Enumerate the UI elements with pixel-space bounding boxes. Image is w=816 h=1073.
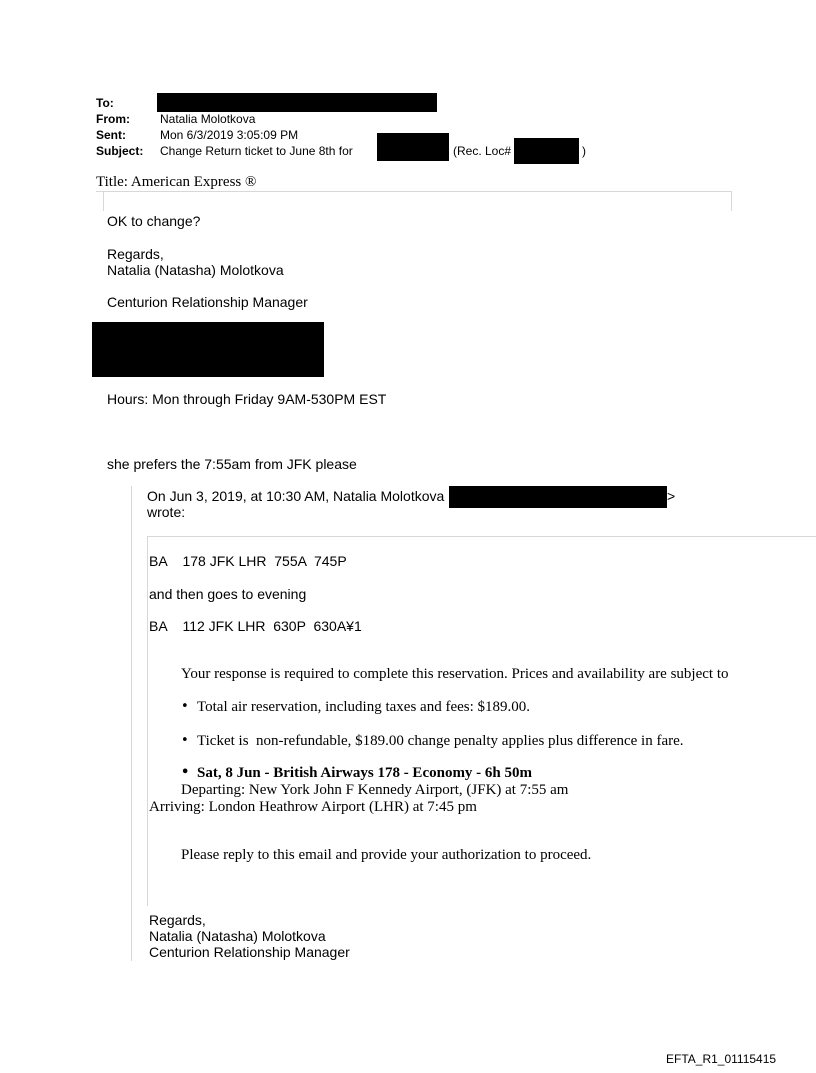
quote-email-redaction bbox=[449, 486, 667, 508]
subject-name-redaction bbox=[377, 133, 449, 161]
regards: Regards, bbox=[107, 246, 164, 262]
then-line: and then goes to evening bbox=[149, 586, 307, 602]
quote-wrote: wrote: bbox=[147, 504, 186, 520]
sent-label: Sent: bbox=[96, 128, 126, 142]
please-reply: Please reply to this email and provide your authorization to proceed. bbox=[181, 847, 592, 863]
title-box-left bbox=[103, 191, 104, 211]
quote-inner-left-rule bbox=[147, 536, 148, 906]
quote-regards: Regards, bbox=[149, 912, 206, 928]
hours-line: Hours: Mon through Friday 9AM-530PM EST bbox=[107, 391, 387, 407]
subject-close: ) bbox=[582, 144, 586, 158]
flight-1: BA 178 JFK LHR 755A 745P bbox=[149, 553, 347, 569]
quote-name: Natalia (Natasha) Molotkova bbox=[149, 928, 326, 944]
flight-2: BA 112 JFK LHR 630P 630A¥1 bbox=[149, 618, 362, 634]
title-rule bbox=[96, 191, 732, 192]
sent-value: Mon 6/3/2019 3:05:09 PM bbox=[160, 128, 299, 142]
quote-intro: On Jun 3, 2019, at 10:30 AM, Natalia Molotkova bbox=[147, 488, 445, 504]
quote-bar bbox=[131, 486, 132, 961]
contact-redaction bbox=[92, 322, 324, 377]
quote-inner-top-rule bbox=[147, 536, 816, 537]
departing-line: Departing: New York John F Kennedy Airport, (JFK) at 7:55 am bbox=[181, 782, 569, 798]
flight-summary: Sat, 8 Jun - British Airways 178 - Economy - 6h 50m bbox=[197, 765, 533, 781]
bullet-ticket: Ticket is non-refundable, $189.00 change penalty applies plus difference in fare. bbox=[197, 733, 684, 749]
document-id: EFTA_R1_01115415 bbox=[666, 1052, 777, 1066]
bullet-dot-1: • bbox=[181, 699, 189, 714]
title-line: Title: American Express ® bbox=[96, 174, 257, 190]
subject-text: Change Return ticket to June 8th for bbox=[160, 144, 353, 158]
arriving-line: Arriving: London Heathrow Airport (LHR) at 7:45 pm bbox=[149, 799, 477, 815]
bullet-dot-2: • bbox=[181, 733, 189, 748]
to-label: To: bbox=[96, 96, 114, 110]
subject-label: Subject: bbox=[96, 144, 144, 158]
response-required: Your response is required to complete this reservation. Prices and availability are subject to bbox=[181, 666, 729, 682]
subject-recloc: (Rec. Loc# bbox=[453, 144, 512, 158]
signature-role: Centurion Relationship Manager bbox=[107, 294, 308, 310]
bullet-total: Total air reservation, including taxes and fees: $189.00. bbox=[197, 699, 531, 715]
from-value: Natalia Molotkova bbox=[160, 112, 256, 126]
signature-name: Natalia (Natasha) Molotkova bbox=[107, 262, 284, 278]
to-redaction bbox=[157, 93, 437, 112]
from-label: From: bbox=[96, 112, 130, 126]
quote-intro-close: > bbox=[667, 488, 676, 504]
title-box-right bbox=[731, 191, 732, 211]
reply-line: she prefers the 7:55am from JFK please bbox=[107, 456, 357, 472]
subject-recloc-redaction bbox=[514, 138, 579, 164]
ok-line: OK to change? bbox=[107, 213, 201, 229]
bullet-dot-3: • bbox=[181, 765, 190, 780]
quote-role: Centurion Relationship Manager bbox=[149, 944, 350, 960]
